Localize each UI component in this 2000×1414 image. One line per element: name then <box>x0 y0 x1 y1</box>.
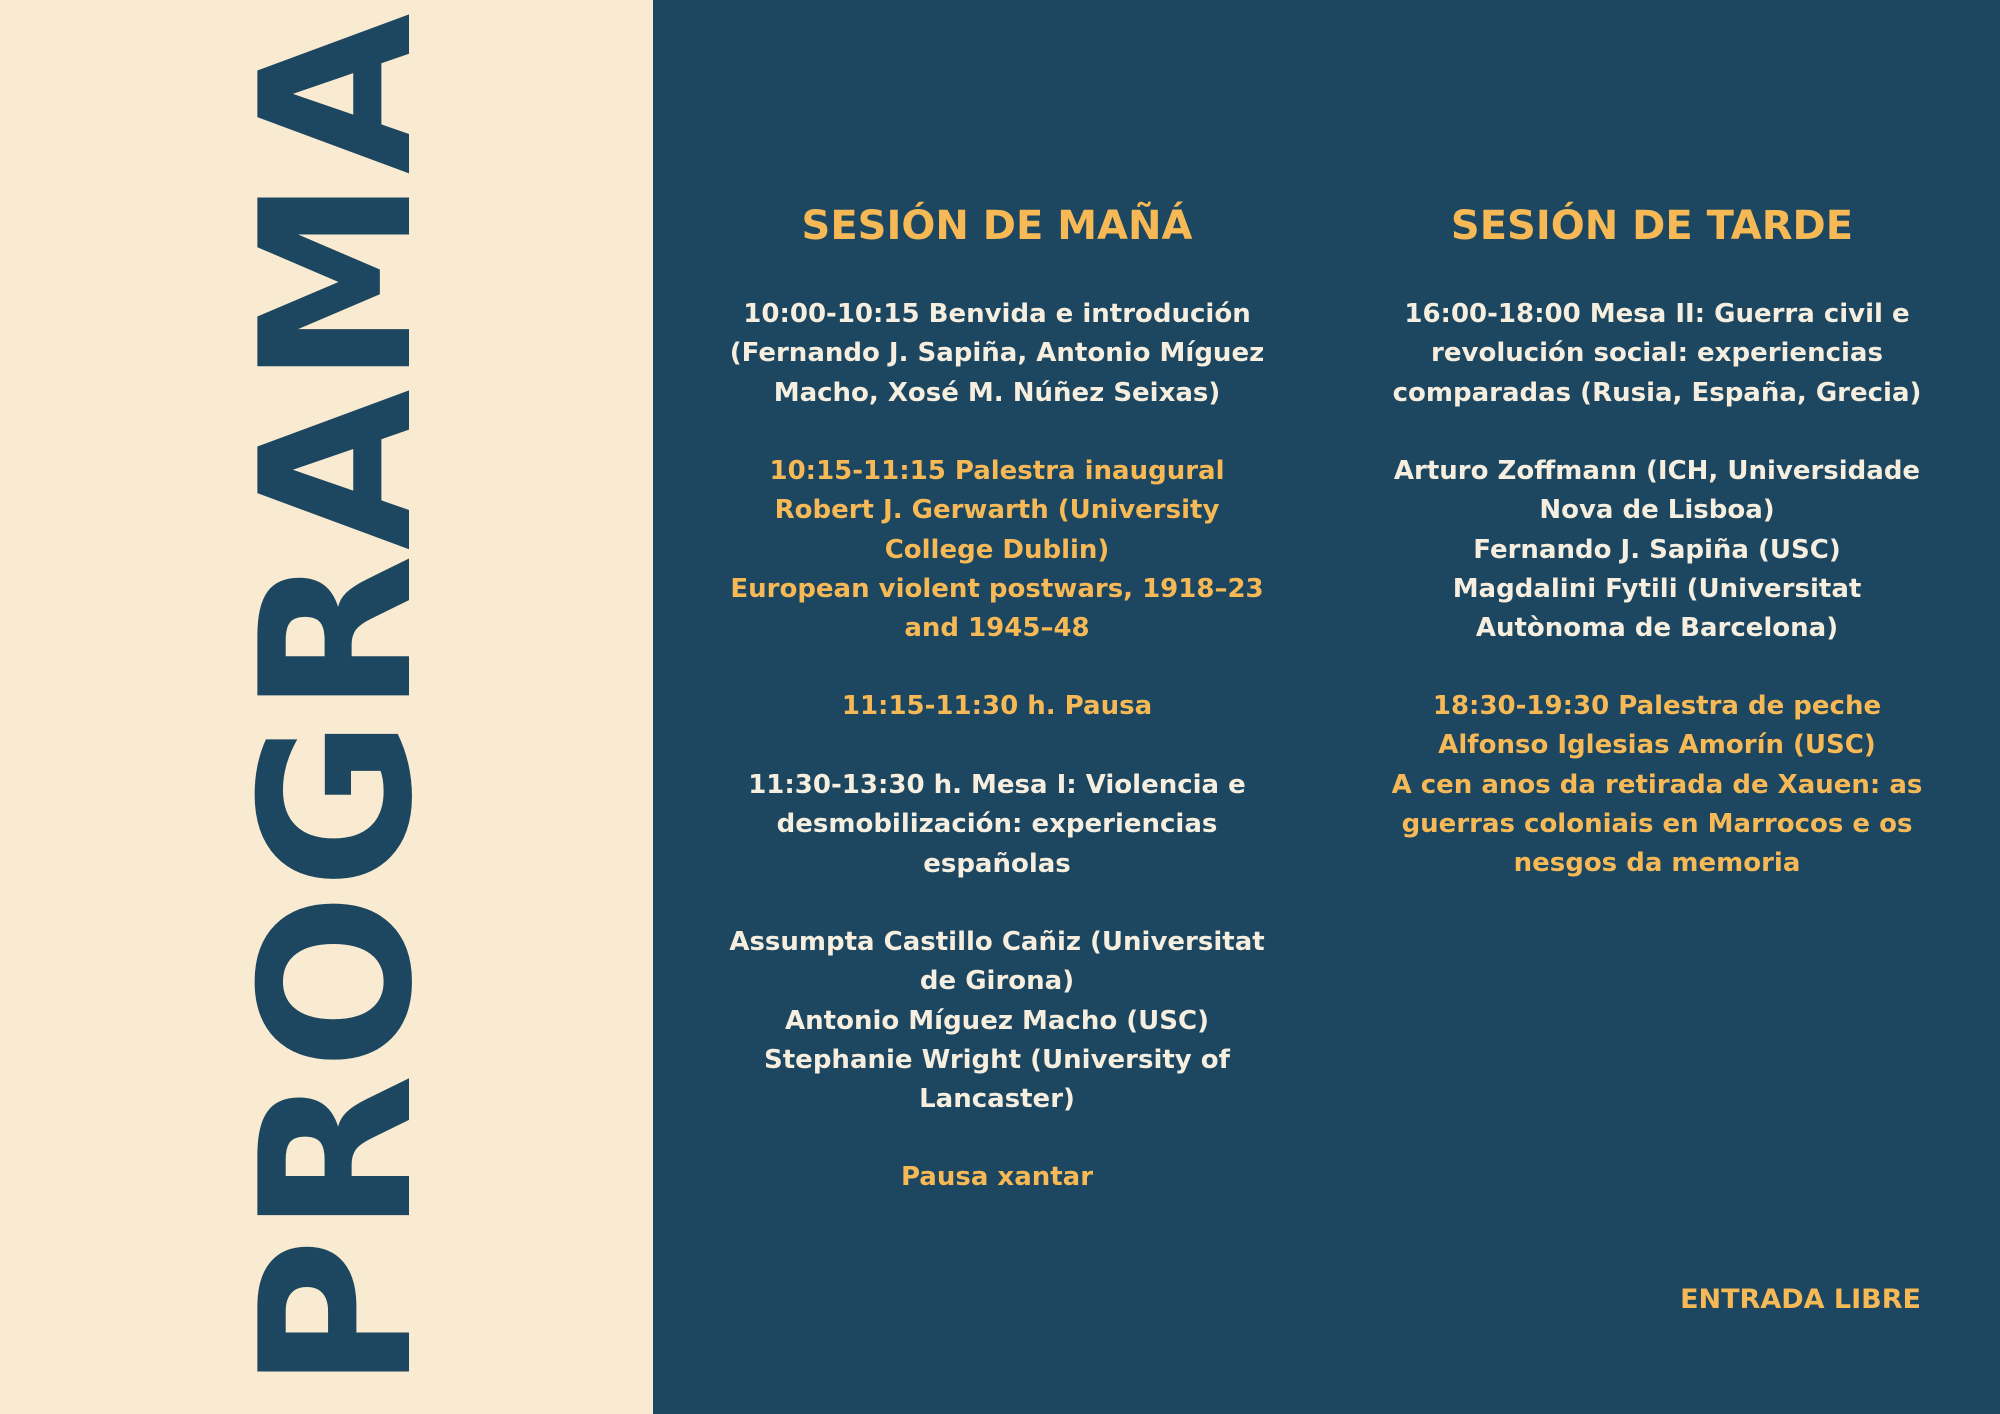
speaker-line: Autònoma de Barcelona) <box>1475 613 1839 644</box>
speaker-line: de Girona) <box>919 966 1075 997</box>
speaker-line: Antonio Míguez Macho (USC) <box>785 1005 1209 1036</box>
lunch-break <box>717 1158 1277 1197</box>
inaugural-line: Robert J. Gerwarth (University <box>774 495 1220 526</box>
afternoon-heading: SESIÓN DE TARDE <box>1450 203 1854 249</box>
closing-line: A cen anos da retirada de Xauen: as <box>1391 769 1923 800</box>
inaugural-line: European violent postwars, 1918–23 <box>730 573 1264 604</box>
panel-1-line: españolas <box>923 848 1071 879</box>
closing-line: guerras coloniais en Marrocos e os <box>1401 808 1913 839</box>
speaker-line: Lancaster) <box>919 1084 1075 1115</box>
welcome-line: (Fernando J. Sapiña, Antonio Míguez <box>729 338 1265 369</box>
speaker-line: Assumpta Castillo Cañiz (Universitat <box>729 927 1265 957</box>
welcome-line: Macho, Xosé M. Núñez Seixas) <box>773 377 1221 408</box>
free-entry-label: ENTRADA LIBRE <box>1680 1284 1921 1315</box>
speaker-line: Fernando J. Sapiña (USC) <box>1473 534 1841 565</box>
break-line: 11:15-11:30 h. Pausa <box>841 691 1153 721</box>
speaker-line: Nova de Lisboa) <box>1539 495 1775 526</box>
left-panel <box>0 0 653 1414</box>
lunch-line: Pausa xantar <box>900 1162 1094 1192</box>
break-item <box>717 687 1277 726</box>
inaugural-lecture <box>717 452 1277 648</box>
speaker-line: Arturo Zoffmann (ICH, Universidade <box>1393 456 1921 486</box>
speaker-line: Magdalini Fytili (Universitat <box>1452 573 1862 604</box>
inaugural-line: College Dublin) <box>884 534 1110 565</box>
welcome-line: 10:00-10:15 Benvida e introdución <box>743 299 1251 329</box>
welcome-item <box>717 295 1277 413</box>
panel-1 <box>717 766 1277 884</box>
speaker-line: Stephanie Wright (University of <box>764 1044 1230 1075</box>
inaugural-line: 10:15-11:15 Palestra inaugural <box>769 456 1225 486</box>
panel-2 <box>1377 295 1937 413</box>
closing-line: nesgos da memoria <box>1513 848 1801 879</box>
side-title: PROGRAMA <box>217 9 459 1391</box>
panel-2-line: 16:00-18:00 Mesa II: Guerra civil e <box>1404 299 1910 329</box>
panel-1-line: 11:30-13:30 h. Mesa I: Violencia e <box>748 770 1246 800</box>
morning-heading: SESIÓN DE MAÑÁ <box>801 203 1193 249</box>
panel-1-speakers <box>717 923 1277 1119</box>
closing-lecture <box>1377 687 1937 883</box>
closing-line: 18:30-19:30 Palestra de peche <box>1432 691 1882 721</box>
panel-2-line: revolución social: experiencias <box>1431 338 1883 369</box>
panel-2-line: comparadas (Rusia, España, Grecia) <box>1392 377 1922 408</box>
closing-line: Alfonso Iglesias Amorín (USC) <box>1438 730 1876 761</box>
panel-2-speakers <box>1377 452 1937 648</box>
panel-1-line: desmobilización: experiencias <box>776 809 1218 840</box>
inaugural-line: and 1945–48 <box>904 613 1090 644</box>
